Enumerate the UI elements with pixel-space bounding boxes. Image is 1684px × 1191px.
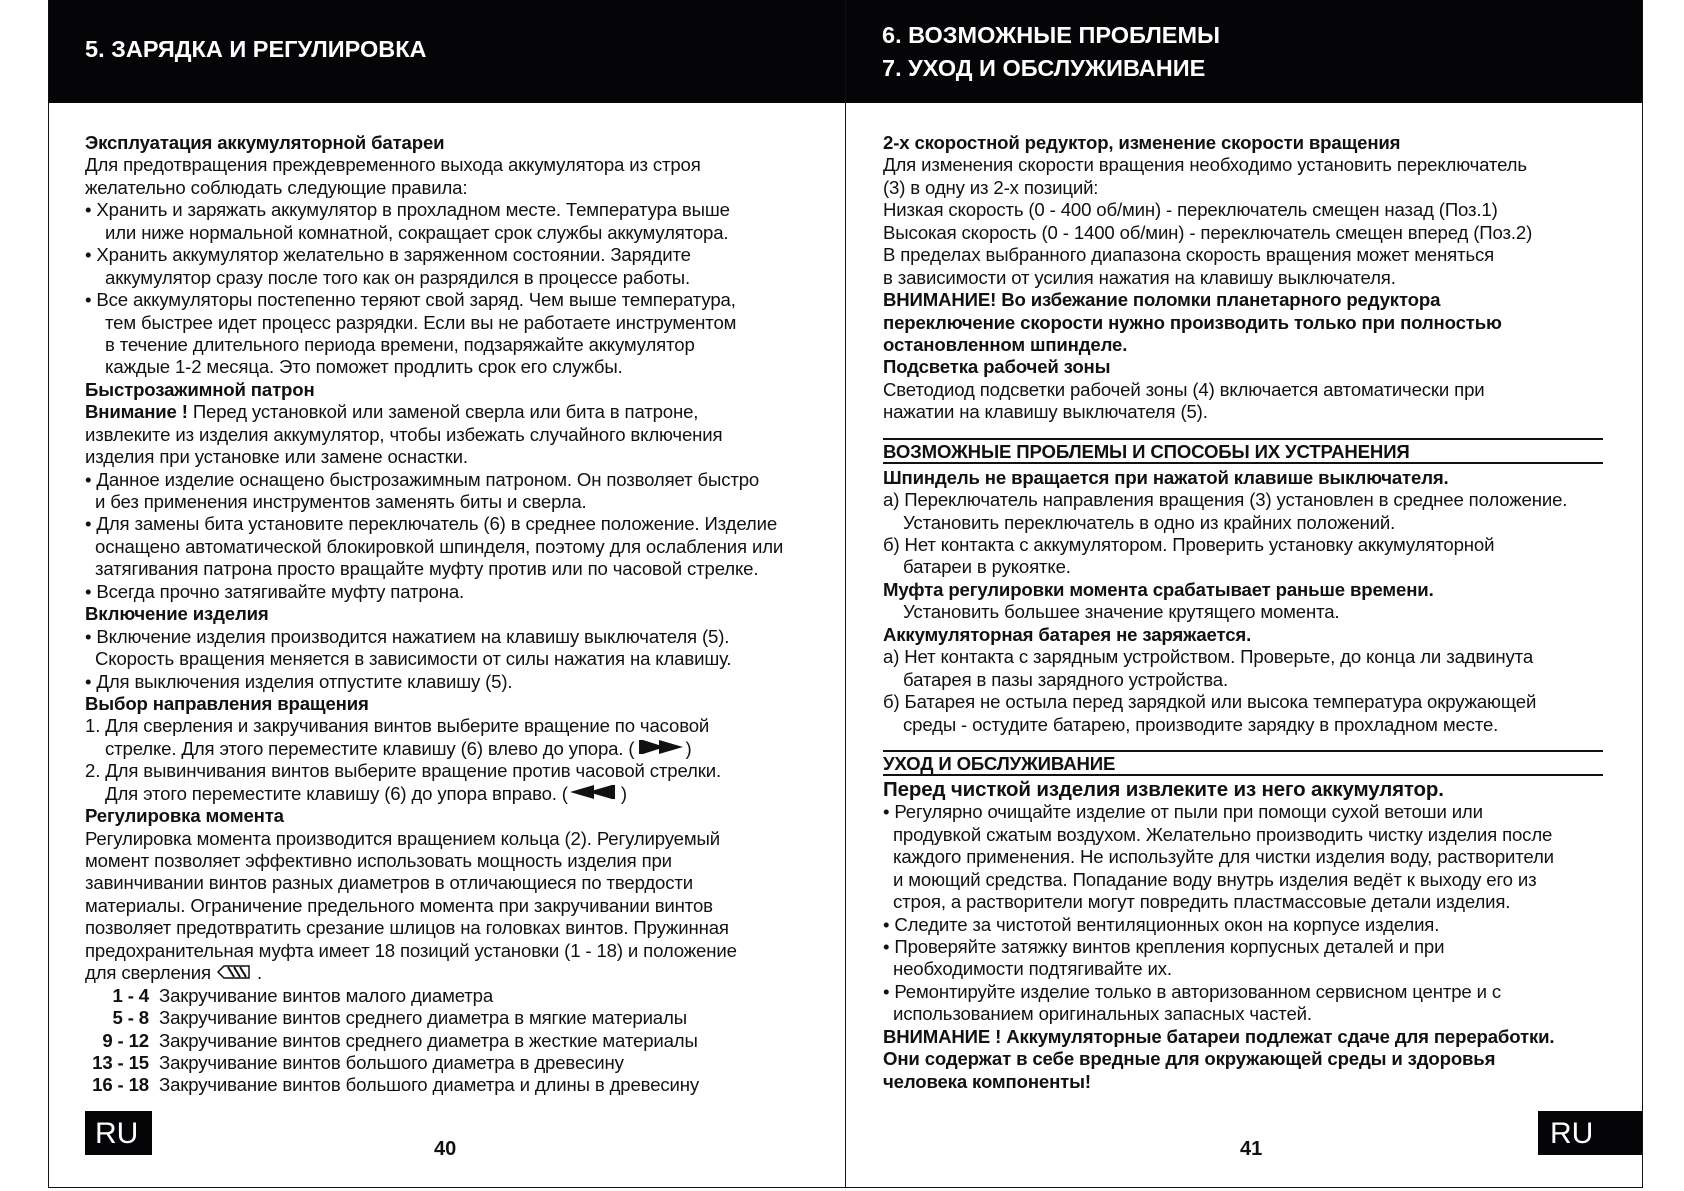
- text-line: [85, 491, 783, 513]
- line-text: позволяет предотвратить срезание шлицов на головках винтов. Пружинная: [85, 917, 729, 939]
- text-line: [883, 958, 1603, 980]
- page-number: 41: [1240, 1138, 1263, 1160]
- line-text: человека компоненты!: [883, 1070, 1091, 1092]
- line-text: • Хранить и заряжать аккумулятор в прохладном месте. Температура выше: [85, 199, 730, 221]
- text-line: [883, 267, 1603, 289]
- torque-range: 13 - 15: [92, 1051, 149, 1073]
- line-text: Эксплуатация аккумуляторной батареи: [85, 132, 445, 153]
- text-line: [85, 154, 783, 176]
- line-text: или ниже нормальной комнатной, сокращает срок службы аккумулятора.: [105, 221, 729, 243]
- text-line: [85, 850, 783, 872]
- page-number: 40: [434, 1138, 457, 1160]
- line-text: и моющий средства. Попадание воду внутрь изделия ведёт к выходу его из: [893, 868, 1537, 890]
- line-text: изделия при установке или замене оснастки.: [85, 446, 468, 468]
- text-line: [85, 626, 783, 648]
- line-text: а) Нет контакта с зарядным устройством. Проверьте, до конца ли задвинута: [883, 646, 1534, 668]
- line-text: • Проверяйте затяжку винтов крепления корпусных деталей и при: [883, 936, 1445, 957]
- line-text: Низкая скорость (0 - 400 об/мин) - переключатель смещен назад (Поз.1): [883, 199, 1498, 221]
- line-text: • Данное изделие оснащено быстрозажимным патроном. Он позволяет быстро: [85, 468, 760, 490]
- text-line: [85, 962, 783, 984]
- torque-description: Закручивание винтов среднего диаметра в жесткие материалы: [159, 1029, 698, 1051]
- torque-description: Закручивание винтов среднего диаметра в мягкие материалы: [159, 1007, 687, 1029]
- bold-text-line: [85, 379, 783, 401]
- text-line: [85, 446, 783, 468]
- line-text: • Для замены бита установите переключатель (6) в среднее положение. Изделие: [85, 513, 778, 535]
- bold-text-line: [85, 603, 783, 625]
- bold-text-line: [883, 579, 1603, 601]
- line-text: Аккумуляторная батарея не заряжается.: [883, 623, 1252, 645]
- line-text: Включение изделия: [85, 603, 269, 625]
- line-text: • Всегда прочно затягивайте муфту патрона.: [85, 580, 465, 602]
- line-text: • Все аккумуляторы постепенно теряют свой заряд. Чем выше температура,: [85, 289, 736, 311]
- text-line: [883, 489, 1603, 511]
- line-text: Высокая скорость (0 - 1400 об/мин) - переключатель смещен вперед (Поз.2): [883, 221, 1533, 243]
- line-text: в зависимости от усилия нажатия на клавишу выключателя.: [883, 266, 1396, 288]
- text-line: [883, 177, 1603, 199]
- torque-range: 9 - 12: [102, 1029, 149, 1051]
- line-text: Регулировка момента: [85, 805, 284, 827]
- line-text: Для изменения скорости вращения необходимо установить переключатель: [883, 154, 1527, 176]
- bold-text-line: [883, 1071, 1603, 1093]
- line-text: желательно соблюдать следующие правила:: [85, 176, 468, 198]
- line-text: Установить большее значение крутящего момента.: [903, 601, 1340, 623]
- line-text: • Регулярно очищайте изделие от пыли при помощи сухой ветоши или: [883, 801, 1483, 823]
- line-text: каждые 1-2 месяца. Это поможет продлить срок его службы.: [105, 356, 623, 378]
- line-text: завинчивании винтов разных диаметров в отличающиеся по твердости: [85, 872, 693, 894]
- text-line: [85, 424, 783, 446]
- text-line: [85, 289, 783, 311]
- text-line: [883, 534, 1603, 556]
- text-line: [883, 401, 1603, 423]
- line-text: строя, а растворители могут повредить пластмассовые детали изделия.: [893, 891, 1511, 913]
- text-line: [85, 828, 783, 850]
- bold-text-line: [883, 312, 1603, 334]
- line-text: УХОД И ОБСЛУЖИВАНИЕ: [883, 752, 1116, 774]
- line-text: (3) в одну из 2-х позиций:: [883, 176, 1099, 198]
- line-text: Для этого переместите клавишу (6) до упора вправо. (: [105, 782, 568, 804]
- text-line: [883, 846, 1603, 868]
- text-line: [883, 714, 1603, 736]
- line-text: • Следите за чистотой вентиляционных окон на корпусе изделия.: [883, 913, 1440, 935]
- line-text: каждого применения. Не используйте для чистки изделия воду, растворители: [893, 846, 1554, 868]
- right-column-text: [883, 132, 1603, 1093]
- line-text: ВОЗМОЖНЫЕ ПРОБЛЕМЫ И СПОСОБЫ ИХ УСТРАНЕНИЯ: [883, 440, 1410, 462]
- text-line: [883, 646, 1603, 668]
- warning-label: Внимание !: [85, 401, 188, 423]
- line-text: 2-х скоростной редуктор, изменение скорости вращения: [883, 132, 1401, 153]
- line-text: материалы. Ограничение предельного момента при закручивании винтов: [85, 894, 713, 916]
- forward-arrow-icon: [639, 738, 685, 761]
- text-line: [85, 940, 783, 962]
- subsection-heading: [883, 750, 1603, 776]
- text-line: [883, 154, 1603, 176]
- text-line: [85, 581, 783, 603]
- line-text: тем быстрее идет процесс разрядки. Если вы не работаете инструментом: [105, 311, 737, 333]
- text-line: [85, 334, 783, 356]
- page-41: [845, 0, 1643, 1188]
- line-text: батареи в рукоятке.: [903, 556, 1071, 578]
- line-text: Регулировка момента производится вращением кольца (2). Регулируемый: [85, 827, 720, 849]
- text-line: [85, 917, 783, 939]
- line-text: Быстрозажимной патрон: [85, 378, 315, 400]
- line-text: переключение скорости нужно производить только при полностью: [883, 311, 1502, 333]
- section-title-care: 7. УХОД И ОБСЛУЖИВАНИЕ: [882, 55, 1206, 81]
- text-line: [883, 824, 1603, 846]
- text-line: [883, 981, 1603, 1003]
- torque-setting-row: [85, 1030, 783, 1052]
- bold-text-line: [883, 289, 1603, 311]
- line-text: а) Переключатель направления вращения (3) установлен в среднее положение.: [883, 489, 1568, 511]
- page-40: [48, 0, 846, 1188]
- line-text: В пределах выбранного диапазона скорость вращения может меняться: [883, 244, 1495, 266]
- line-text: предохранительная муфта имеет 18 позиций установки (1 - 18) и положение: [85, 939, 737, 961]
- line-text: • Ремонтируйте изделие только в авторизованном сервисном центре и с: [883, 980, 1502, 1002]
- line-text: момент позволяет эффективно использовать мощность изделия при: [85, 850, 672, 871]
- text-line: [883, 379, 1603, 401]
- text-line: [85, 783, 783, 805]
- bold-text-line: [883, 1026, 1603, 1048]
- bold-text-line: [883, 624, 1603, 646]
- line-text: 2. Для вывинчивания винтов выберите вращение против часовой стрелки.: [85, 760, 721, 782]
- section-title: 5. ЗАРЯДКА И РЕГУЛИРОВКА: [85, 36, 427, 62]
- line-text: • Хранить аккумулятор желательно в заряженном состоянии. Зарядите: [85, 244, 691, 266]
- line-text-after: .: [251, 962, 262, 984]
- text-line: [85, 356, 783, 378]
- text-line: [85, 895, 783, 917]
- line-text: Перед чисткой изделия извлеките из него аккумулятор.: [883, 777, 1444, 801]
- bold-text-line: [883, 779, 1603, 801]
- text-line: [883, 244, 1603, 266]
- line-text: • Для выключения изделия отпустите клавишу (5).: [85, 670, 513, 692]
- line-text: Установить переключатель в одно из крайних положений.: [903, 511, 1396, 533]
- text-line: [85, 244, 783, 266]
- text-line: [883, 512, 1603, 534]
- line-text: использованием оригинальных запасных частей.: [893, 1003, 1312, 1025]
- bold-text-line: [883, 132, 1603, 154]
- text-line: [883, 601, 1603, 623]
- line-text-after: ): [615, 782, 627, 804]
- line-text: Муфта регулировки момента срабатывает раньше времени.: [883, 578, 1434, 600]
- line-text-after: ): [685, 737, 692, 759]
- text-line: [85, 671, 783, 693]
- bold-text-line: [85, 693, 783, 715]
- section-header: [49, 0, 846, 103]
- bold-text-line: [85, 805, 783, 827]
- torque-range: 16 - 18: [92, 1074, 149, 1096]
- torque-setting-row: [85, 985, 783, 1007]
- bold-text-line: [883, 334, 1603, 356]
- text-line: [883, 222, 1603, 244]
- line-text: б) Батарея не остыла перед зарядкой или высока температура окружающей: [883, 691, 1537, 713]
- line-text: оснащено автоматической блокировкой шпинделя, поэтому для ослабления или: [95, 535, 784, 557]
- line-text: аккумулятор сразу после того как он разрядился в процессе работы.: [105, 266, 691, 288]
- line-text: батарея в пазы зарядного устройства.: [903, 668, 1228, 690]
- text-line: [883, 669, 1603, 691]
- line-text: остановленном шпинделе.: [883, 333, 1128, 355]
- line-text: • Включение изделия производится нажатием на клавишу выключателя (5).: [85, 625, 730, 647]
- torque-setting-row: [85, 1007, 783, 1029]
- bold-text-line: [883, 356, 1603, 378]
- line-text: Светодиод подсветки рабочей зоны (4) включается автоматически при: [883, 378, 1485, 400]
- line-text: и без применения инструментов заменять биты и сверла.: [95, 491, 587, 512]
- line-text: б) Нет контакта с аккумулятором. Проверить установку аккумуляторной: [883, 534, 1495, 555]
- torque-range: 1 - 4: [112, 984, 149, 1006]
- text-line: [883, 801, 1603, 823]
- reverse-arrow-icon: [568, 783, 616, 806]
- text-line: [883, 936, 1603, 958]
- bold-text-line: [883, 1048, 1603, 1070]
- line-text: в течение длительного периода времени, подзаряжайте аккумулятор: [105, 333, 695, 355]
- text-line: [85, 558, 783, 580]
- line-text: продувкой сжатым воздухом. Желательно производить чистку изделия после: [893, 823, 1553, 845]
- torque-description: Закручивание винтов большого диаметра в древесину: [159, 1051, 624, 1073]
- line-text: Выбор направления вращения: [85, 692, 369, 714]
- section-header: [846, 0, 1642, 103]
- line-text: 1. Для сверления и закручивания винтов выберите вращение по часовой: [85, 715, 710, 737]
- text-line: [85, 760, 783, 782]
- line-text: Шпиндель не вращается при нажатой клавише выключателя.: [883, 466, 1449, 488]
- line-text: Подсветка рабочей зоны: [883, 356, 1111, 378]
- line-text: Для предотвращения преждевременного выхода аккумулятора из строя: [85, 154, 701, 176]
- text-line: [85, 267, 783, 289]
- section-title-problems: 6. ВОЗМОЖНЫЕ ПРОБЛЕМЫ: [882, 22, 1221, 48]
- line-text: Перед установкой или заменой сверла или бита в патроне,: [187, 401, 699, 423]
- line-text: Скорость вращения меняется в зависимости от силы нажатия на клавишу.: [95, 648, 732, 670]
- torque-description: Закручивание винтов малого диаметра: [159, 984, 494, 1006]
- text-line: [85, 715, 783, 737]
- text-line: [85, 872, 783, 894]
- bold-text-line: [85, 132, 783, 154]
- language-tag: RU: [85, 1111, 152, 1155]
- bold-text-line: [883, 467, 1603, 489]
- line-text: стрелке. Для этого переместите клавишу (6) влево до упора. (: [105, 737, 640, 759]
- text-line: [883, 556, 1603, 578]
- text-line: [85, 648, 783, 670]
- subsection-heading: [883, 438, 1603, 464]
- text-line: [85, 177, 783, 199]
- text-line: [85, 469, 783, 491]
- line-text: необходимости подтягивайте их.: [893, 958, 1172, 980]
- text-line: [883, 691, 1603, 713]
- text-line: [883, 1003, 1603, 1025]
- text-line: [85, 401, 783, 423]
- text-line: [85, 222, 783, 244]
- line-text: для сверления: [85, 962, 216, 984]
- text-line: [85, 513, 783, 535]
- drill-mode-icon: [216, 963, 252, 985]
- text-line: [883, 914, 1603, 936]
- line-text: Они содержат в себе вредные для окружающей среды и здоровья: [883, 1048, 1496, 1070]
- torque-setting-row: [85, 1074, 783, 1096]
- line-text: ВНИМАНИЕ! Во избежание поломки планетарного редуктора: [883, 289, 1441, 311]
- line-text: ВНИМАНИЕ ! Аккумуляторные батареи подлежат сдаче для переработки.: [883, 1025, 1555, 1047]
- left-column-text: [85, 132, 783, 1097]
- text-line: [883, 869, 1603, 891]
- line-text: извлеките из изделия аккумулятор, чтобы избежать случайного включения: [85, 423, 723, 445]
- text-line: [883, 891, 1603, 913]
- torque-range: 5 - 8: [112, 1007, 149, 1029]
- language-tag: RU: [1538, 1111, 1642, 1155]
- torque-setting-row: [85, 1052, 783, 1074]
- text-line: [883, 199, 1603, 221]
- torque-description: Закручивание винтов большого диаметра и длины в древесину: [159, 1074, 700, 1096]
- text-line: [85, 536, 783, 558]
- text-line: [85, 312, 783, 334]
- text-line: [85, 199, 783, 221]
- text-line: [85, 738, 783, 760]
- line-text: среды - остудите батарею, производите зарядку в прохладном месте.: [903, 713, 1499, 735]
- line-text: затягивания патрона просто вращайте муфту против или по часовой стрелке.: [95, 558, 759, 580]
- line-text: нажатии на клавишу выключателя (5).: [883, 401, 1208, 423]
